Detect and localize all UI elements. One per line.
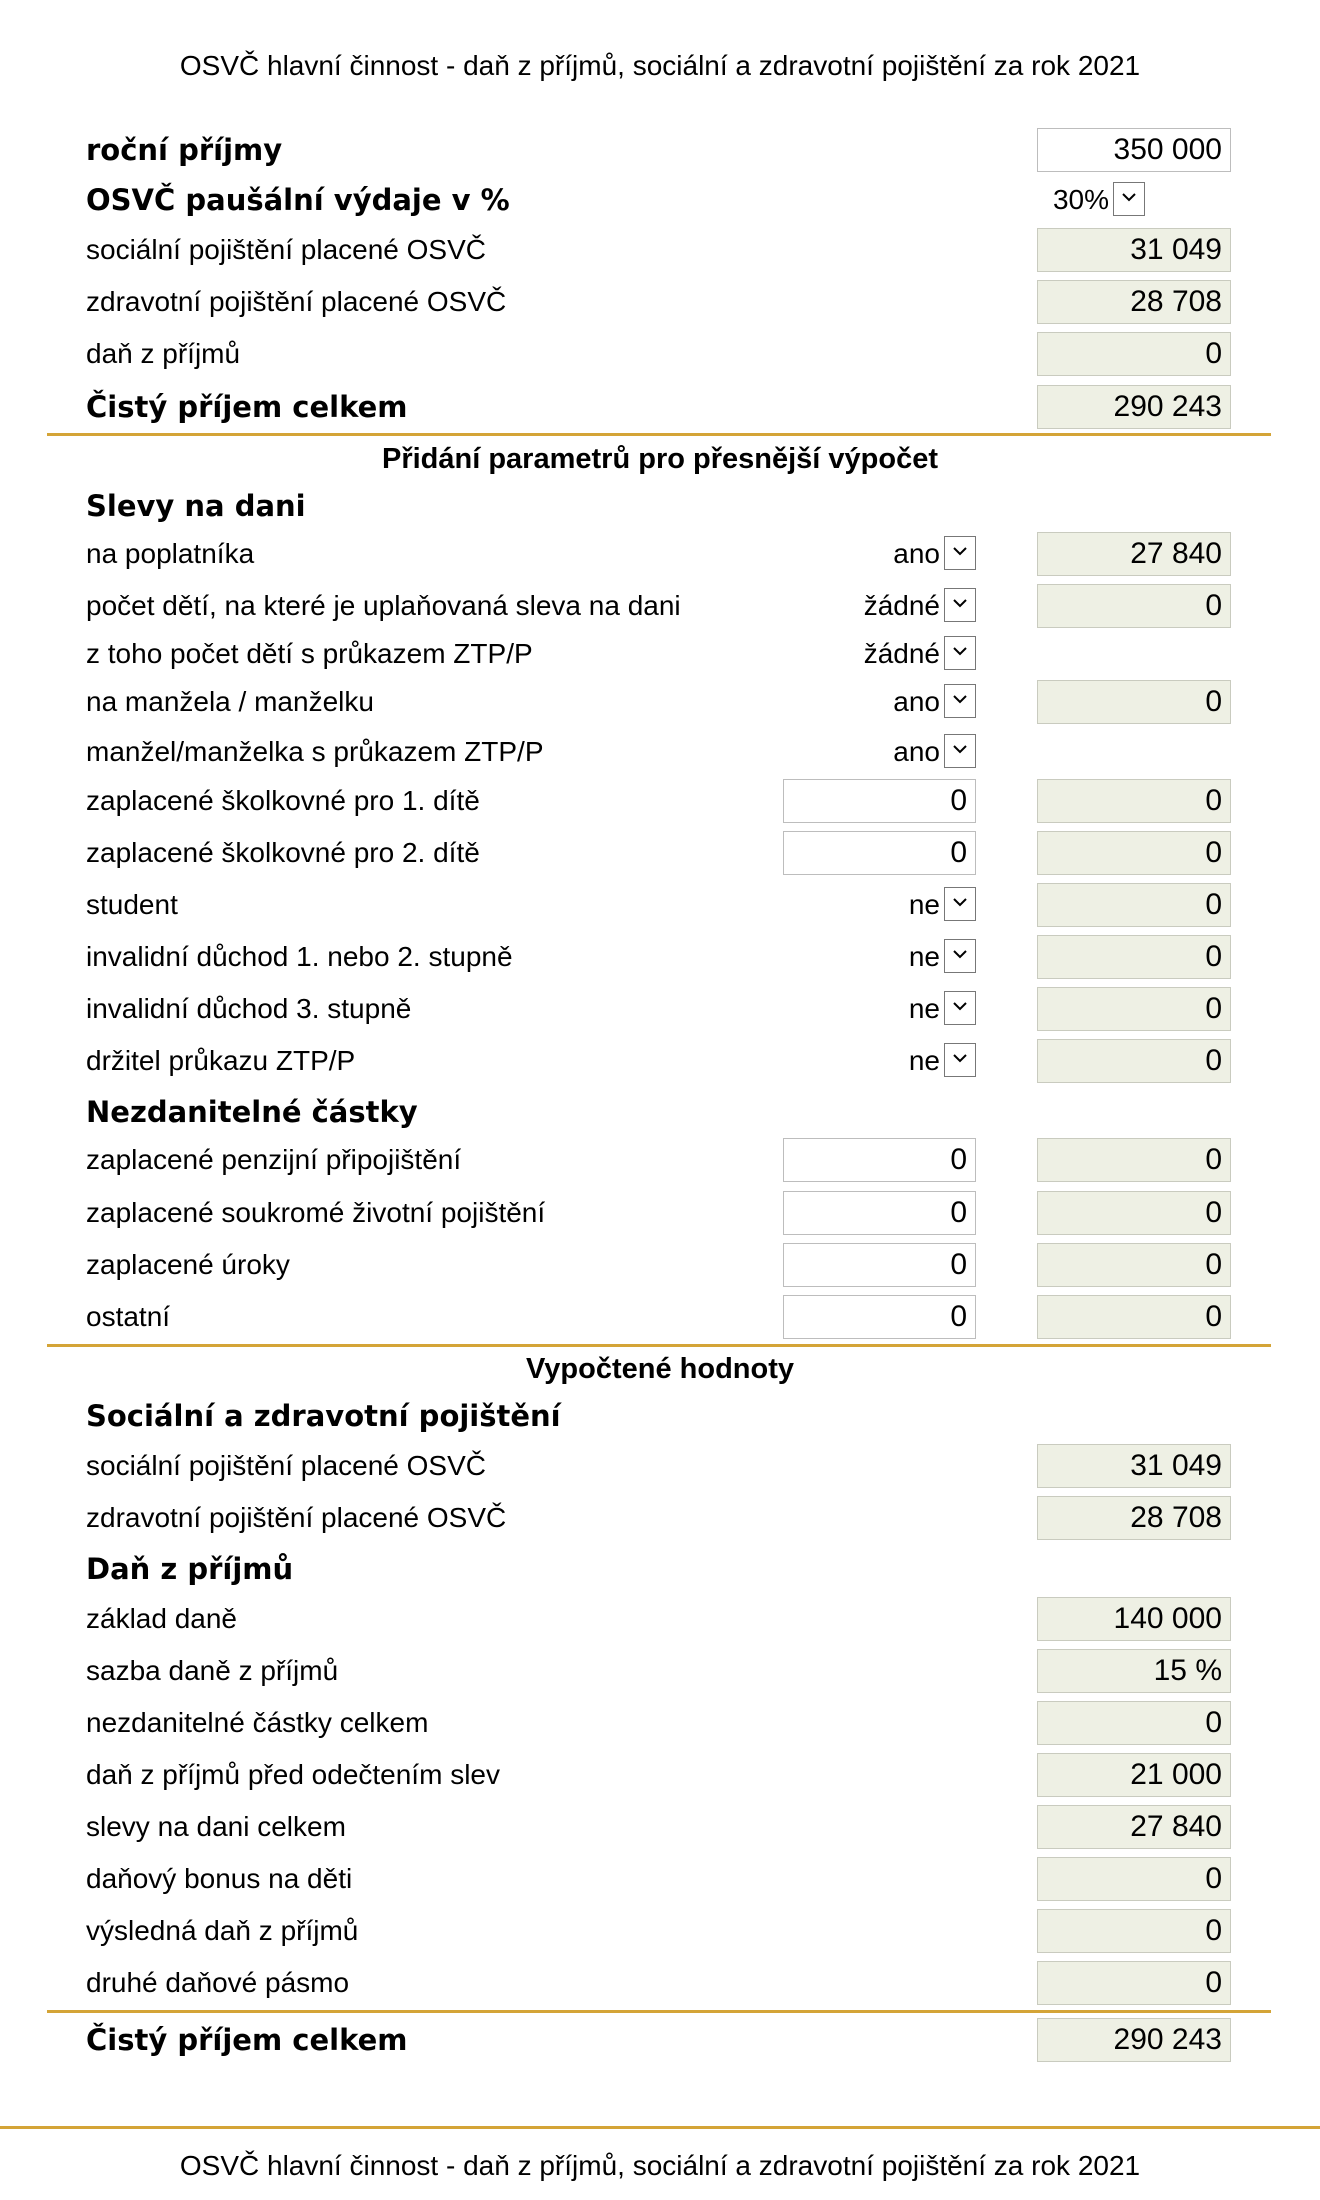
health-row: [0, 276, 1320, 328]
net-label: Čistý příjem celkem: [86, 390, 408, 424]
nontaxable-input[interactable]: 0: [783, 1191, 976, 1235]
nontaxable-row: [0, 1239, 1320, 1291]
income-label: roční příjmy: [86, 133, 283, 167]
discounts-heading-row: [0, 480, 1320, 532]
discount-select[interactable]: [776, 636, 976, 672]
discount-row: [0, 827, 1320, 879]
discounts-heading: Slevy na dani: [86, 489, 306, 523]
discount-output: 0: [1037, 987, 1231, 1031]
discount-label: na manžela / manželku: [86, 686, 374, 717]
nontaxable-output: 0: [1037, 1191, 1231, 1235]
income-tax-label: sazba daně z příjmů: [86, 1655, 339, 1686]
discount-row: [0, 879, 1320, 931]
insurance-row: [0, 1492, 1320, 1544]
discount-output: 0: [1037, 883, 1231, 927]
discount-label: na poplatníka: [86, 538, 255, 569]
discount-row: [0, 676, 1320, 728]
chevron-down-icon[interactable]: [944, 684, 976, 718]
discount-label: držitel průkazu ZTP/P: [86, 1045, 356, 1076]
chevron-down-icon[interactable]: [944, 991, 976, 1025]
income-tax-row: [0, 1593, 1320, 1645]
discount-row: [0, 528, 1320, 580]
income-tax-row: [0, 1801, 1320, 1853]
discount-select[interactable]: [776, 887, 976, 923]
expense-row: [0, 174, 1320, 226]
insurance-output: 28 708: [1037, 1496, 1231, 1540]
nontaxable-output: 0: [1037, 1138, 1231, 1182]
discount-label: student: [86, 889, 178, 920]
discount-row: [0, 726, 1320, 778]
insurance-output: 31 049: [1037, 1444, 1231, 1488]
final-net-row: [0, 2014, 1320, 2066]
nontaxable-input[interactable]: 0: [783, 1295, 976, 1339]
discount-select-value: ano: [893, 736, 940, 767]
discount-select[interactable]: [776, 588, 976, 624]
income-tax-output: 0: [1037, 1857, 1231, 1901]
discount-output: 0: [1037, 584, 1231, 628]
income-tax-heading: Daň z příjmů: [86, 1552, 294, 1586]
discount-row: [0, 775, 1320, 827]
income-row: [0, 124, 1320, 176]
nontaxable-label: zaplacené úroky: [86, 1249, 290, 1280]
income-tax-label: výsledná daň z příjmů: [86, 1915, 359, 1946]
footer-title: OSVČ hlavní činnost - daň z příjmů, sociální a zdravotní pojištění za rok 2021: [179, 2150, 1141, 2181]
discount-select[interactable]: [776, 684, 976, 720]
chevron-down-icon[interactable]: [944, 536, 976, 570]
health-output: 28 708: [1037, 280, 1231, 324]
discount-select-value: ne: [908, 941, 940, 972]
nontaxable-row: [0, 1291, 1320, 1343]
discount-row: [0, 580, 1320, 632]
discount-output: 0: [1037, 779, 1231, 823]
nontaxable-row: [0, 1134, 1320, 1186]
income-tax-label: daň z příjmů před odečtením slev: [86, 1759, 500, 1790]
discount-select[interactable]: [776, 734, 976, 770]
income-tax-row: [0, 1853, 1320, 1905]
income-tax-label: základ daně: [86, 1603, 238, 1634]
net-row: [0, 381, 1320, 433]
discount-select-value: ne: [908, 993, 940, 1024]
discount-output: 0: [1037, 680, 1231, 724]
insurance-heading-row: [0, 1390, 1320, 1442]
income-tax-output: 0: [1037, 1909, 1231, 1953]
discount-output: 0: [1037, 831, 1231, 875]
chevron-down-icon[interactable]: [944, 588, 976, 622]
final-net-label: Čistý příjem celkem: [86, 2023, 408, 2057]
discount-select[interactable]: [776, 1043, 976, 1079]
chevron-down-icon[interactable]: [944, 734, 976, 768]
income-tax-row: [0, 1905, 1320, 1957]
nontaxable-heading-row: [0, 1086, 1320, 1138]
nontaxable-output: 0: [1037, 1295, 1231, 1339]
net-output: 290 243: [1037, 385, 1231, 429]
income-tax-label: nezdanitelné částky celkem: [86, 1707, 429, 1738]
computed-heading: Vypočtené hodnoty: [526, 1353, 794, 1385]
nontaxable-label: zaplacené penzijní připojištění: [86, 1144, 462, 1175]
tax-output: 0: [1037, 332, 1231, 376]
income-tax-row: [0, 1645, 1320, 1697]
expense-percent-select[interactable]: [945, 182, 1145, 218]
discount-select[interactable]: [776, 939, 976, 975]
discount-label: manžel/manželka s průkazem ZTP/P: [86, 736, 544, 767]
income-tax-output: 27 840: [1037, 1805, 1231, 1849]
income-tax-row: [0, 1749, 1320, 1801]
discount-select-value: ano: [893, 686, 940, 717]
chevron-down-icon[interactable]: [944, 939, 976, 973]
discount-select[interactable]: [776, 536, 976, 572]
discount-row: [0, 931, 1320, 983]
expense-percent-value: 30%: [1052, 184, 1109, 215]
discount-label: zaplacené školkovné pro 2. dítě: [86, 837, 480, 868]
discount-output: 0: [1037, 1039, 1231, 1083]
discount-select-value: ne: [908, 1045, 940, 1076]
income-tax-row: [0, 1957, 1320, 2009]
chevron-down-icon[interactable]: [944, 636, 976, 670]
discount-label: invalidní důchod 3. stupně: [86, 993, 412, 1024]
income-tax-output: 0: [1037, 1961, 1231, 2005]
divider: [47, 2010, 1271, 2013]
income-tax-output: 21 000: [1037, 1753, 1231, 1797]
discount-row: [0, 1035, 1320, 1087]
income-tax-label: druhé daňové pásmo: [86, 1967, 350, 1998]
discount-label: z toho počet dětí s průkazem ZTP/P: [86, 638, 533, 669]
discount-row: [0, 628, 1320, 680]
income-tax-output: 0: [1037, 1701, 1231, 1745]
discount-select-value: žádné: [863, 638, 940, 669]
nontaxable-input[interactable]: 0: [783, 1243, 976, 1287]
insurance-label: zdravotní pojištění placené OSVČ: [86, 1502, 507, 1533]
discount-label: počet dětí, na které je uplaňovaná sleva na dani: [86, 590, 681, 621]
discount-output: 27 840: [1037, 532, 1231, 576]
income-tax-output: 15 %: [1037, 1649, 1231, 1693]
income-input[interactable]: 350 000: [1037, 128, 1231, 172]
discount-select[interactable]: [776, 991, 976, 1027]
income-tax-output: 140 000: [1037, 1597, 1231, 1641]
params-heading: Přidání parametrů pro přesnější výpočet: [381, 443, 938, 475]
chevron-down-icon[interactable]: [944, 1043, 976, 1077]
nontaxable-heading: Nezdanitelné částky: [86, 1095, 418, 1129]
discount-select-value: ne: [908, 889, 940, 920]
income-tax-label: daňový bonus na děti: [86, 1863, 353, 1894]
discount-select-value: žádné: [863, 590, 940, 621]
chevron-down-icon[interactable]: [1113, 182, 1145, 216]
nontaxable-input[interactable]: 0: [783, 1138, 976, 1182]
divider: [0, 2126, 1320, 2129]
nontaxable-label: ostatní: [86, 1301, 171, 1332]
social-output: 31 049: [1037, 228, 1231, 272]
nontaxable-output: 0: [1037, 1243, 1231, 1287]
discount-input[interactable]: 0: [783, 831, 976, 875]
page-title: OSVČ hlavní činnost - daň z příjmů, sociální a zdravotní pojištění za rok 2021: [179, 50, 1141, 81]
health-label: zdravotní pojištění placené OSVČ: [86, 286, 507, 317]
nontaxable-label: zaplacené soukromé životní pojištění: [86, 1197, 546, 1228]
insurance-label: sociální pojištění placené OSVČ: [86, 1450, 486, 1481]
social-label: sociální pojištění placené OSVČ: [86, 234, 486, 265]
social-row: [0, 224, 1320, 276]
discount-label: zaplacené školkovné pro 1. dítě: [86, 785, 480, 816]
income-tax-label: slevy na dani celkem: [86, 1811, 346, 1842]
expense-label: OSVČ paušální výdaje v %: [86, 183, 510, 217]
tax-label: daň z příjmů: [86, 338, 241, 369]
chevron-down-icon[interactable]: [944, 887, 976, 921]
insurance-heading: Sociální a zdravotní pojištění: [86, 1399, 561, 1433]
tax-row: [0, 328, 1320, 380]
nontaxable-row: [0, 1187, 1320, 1239]
income-tax-heading-row: [0, 1543, 1320, 1595]
discount-label: invalidní důchod 1. nebo 2. stupně: [86, 941, 513, 972]
final-net-output: 290 243: [1037, 2018, 1231, 2062]
income-tax-row: [0, 1697, 1320, 1749]
discount-output: 0: [1037, 935, 1231, 979]
discount-input[interactable]: 0: [783, 779, 976, 823]
discount-select-value: ano: [893, 538, 940, 569]
discount-row: [0, 983, 1320, 1035]
insurance-row: [0, 1440, 1320, 1492]
